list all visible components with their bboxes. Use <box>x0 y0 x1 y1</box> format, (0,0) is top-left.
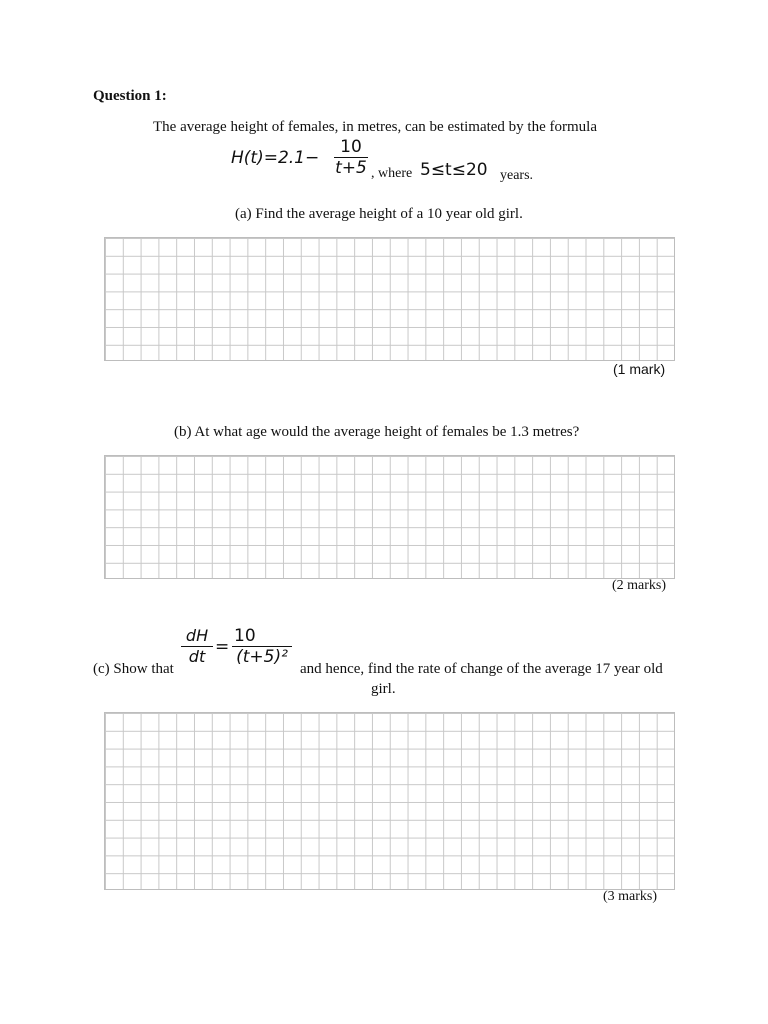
derivative-denominator: dt <box>188 647 206 666</box>
part-c-answer-grid[interactable] <box>104 712 675 890</box>
formula-denominator: t+5 <box>335 158 367 178</box>
part-c-suffix: and hence, find the rate of change of the average 17 year old <box>300 661 663 677</box>
part-c-marks: (3 marks) <box>603 889 658 904</box>
part-a-question: (a) Find the average height of a 10 year old girl. <box>235 206 523 222</box>
formula-range: 5≤t≤20 <box>420 160 488 180</box>
part-b-answer-grid[interactable] <box>104 455 675 579</box>
derivative-expression <box>181 627 296 675</box>
formula-numerator: 10 <box>340 137 362 157</box>
rhs-denominator: (t+5)² <box>236 647 288 667</box>
rhs-fraction <box>232 627 292 666</box>
part-b-marks: (2 marks) <box>612 578 667 593</box>
height-formula <box>231 138 561 188</box>
part-b-question: (b) At what age would the average height of females be 1.3 metres? <box>174 424 580 440</box>
formula-years: years. <box>500 168 534 183</box>
formula-where: , where <box>371 166 413 181</box>
part-a-answer-grid[interactable] <box>104 237 675 361</box>
formula-fraction <box>334 138 368 177</box>
part-c-continuation: girl. <box>371 681 396 697</box>
part-a-marks: (1 mark) <box>613 361 666 377</box>
rhs-numerator: 10 <box>234 626 256 646</box>
derivative-fraction <box>181 627 213 666</box>
part-c-prefix: (c) Show that <box>93 661 174 677</box>
question-intro: The average height of females, in metres, can be estimated by the formula <box>153 119 597 135</box>
derivative-numerator: dH <box>185 626 209 645</box>
equals-sign: = <box>215 637 230 657</box>
question-title: Question 1: <box>93 88 167 104</box>
formula-lhs: H(t)=2.1− <box>231 148 320 168</box>
